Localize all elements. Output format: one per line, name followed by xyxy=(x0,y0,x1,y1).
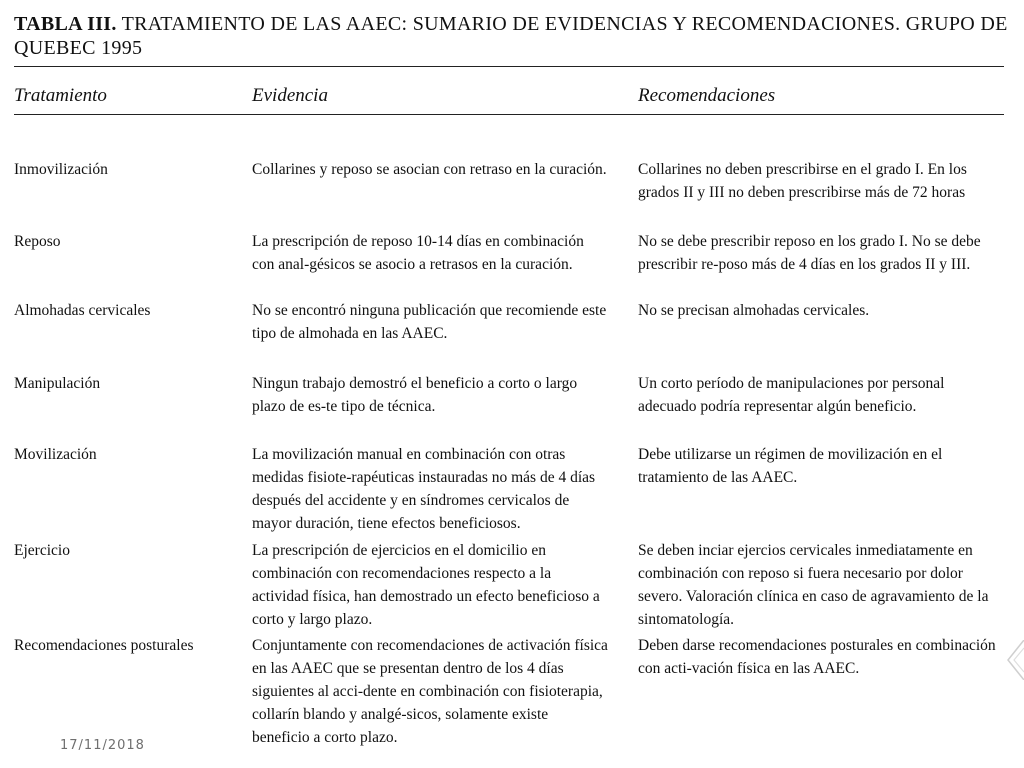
cell-evidencia: La prescripción de reposo 10-14 días en combinación con anal-gésicos se asocio a retrasos en la curación. xyxy=(252,233,584,273)
table-title-text: TRATAMIENTO DE LAS AAEC: SUMARIO DE EVIDENCIAS Y RECOMENDACIONES. GRUPO DE QUEBEC 1995 xyxy=(14,13,1008,59)
cell-recomendacion: Debe utilizarse un régimen de movilización en el tratamiento de las AAEC. xyxy=(638,446,943,486)
cell-evidencia: Conjuntamente con recomendaciones de activación física en las AAEC que se presentan dentro de los 4 días siguientes al acci-dente en combinación con fisioterapia, collarín blando y analgé-sicos, solamente existe beneficio a corto plazo. xyxy=(252,637,608,746)
cell-tratamiento: Ejercicio xyxy=(14,542,70,559)
slide-date: 17/11/2018 xyxy=(60,738,145,753)
header-evidencia: Evidencia xyxy=(252,85,328,106)
cell-tratamiento: Inmovilización xyxy=(14,161,108,178)
cell-evidencia: La movilización manual en combinación con otras medidas fisiote-rapéuticas instauradas no más de 4 días después del accidente y en síndromes cervicalos de mayor duración, tiene efectos beneficiosos. xyxy=(252,446,596,532)
slide-corner-decoration xyxy=(1004,640,1024,680)
cell-tratamiento: Almohadas cervicales xyxy=(14,302,151,319)
cell-recomendacion: No se debe prescribir reposo en los grado I. No se debe prescribir re-poso más de 4 días en los grados II y III. xyxy=(638,233,981,273)
top-rule xyxy=(14,66,1004,67)
cell-recomendacion: Collarines no deben prescribirse en el grado I. En los grados II y III no deben prescribirse más de 72 horas xyxy=(638,161,967,201)
cell-recomendacion: Un corto período de manipulaciones por personal adecuado podría representar algún beneficio. xyxy=(638,375,945,415)
cell-tratamiento: Recomendaciones posturales xyxy=(14,637,194,654)
cell-tratamiento: Reposo xyxy=(14,233,61,250)
cell-recomendacion: Deben darse recomendaciones posturales en combinación con acti-vación física en las AAEC. xyxy=(638,637,996,677)
header-rule xyxy=(14,114,1004,115)
cell-evidencia: No se encontró ninguna publicación que recomiende este tipo de almohada en las AAEC. xyxy=(252,302,607,342)
header-tratamiento: Tratamiento xyxy=(14,85,107,106)
cell-evidencia: Collarines y reposo se asocian con retraso en la curación. xyxy=(252,161,607,178)
cell-evidencia: Ningun trabajo demostró el beneficio a corto o largo plazo de es-te tipo de técnica. xyxy=(252,375,578,415)
cell-recomendacion: Se deben inciar ejercios cervicales inmediatamente en combinación con reposo si fuera necesario por dolor severo. Valoración clínica en caso de agravamiento de la sintomatología. xyxy=(638,542,989,628)
header-recomendaciones: Recomendaciones xyxy=(638,85,776,106)
cell-tratamiento: Manipulación xyxy=(14,375,101,392)
cell-tratamiento: Movilización xyxy=(14,446,97,463)
table-title xyxy=(14,12,1014,60)
table-title-lead: TABLA III. xyxy=(14,13,117,35)
cell-recomendacion: No se precisan almohadas cervicales. xyxy=(638,302,870,319)
cell-evidencia: La prescripción de ejercicios en el domicilio en combinación con recomendaciones respecto a la actividad física, han demostrado un efecto beneficioso a corto y largo plazo. xyxy=(252,542,600,628)
